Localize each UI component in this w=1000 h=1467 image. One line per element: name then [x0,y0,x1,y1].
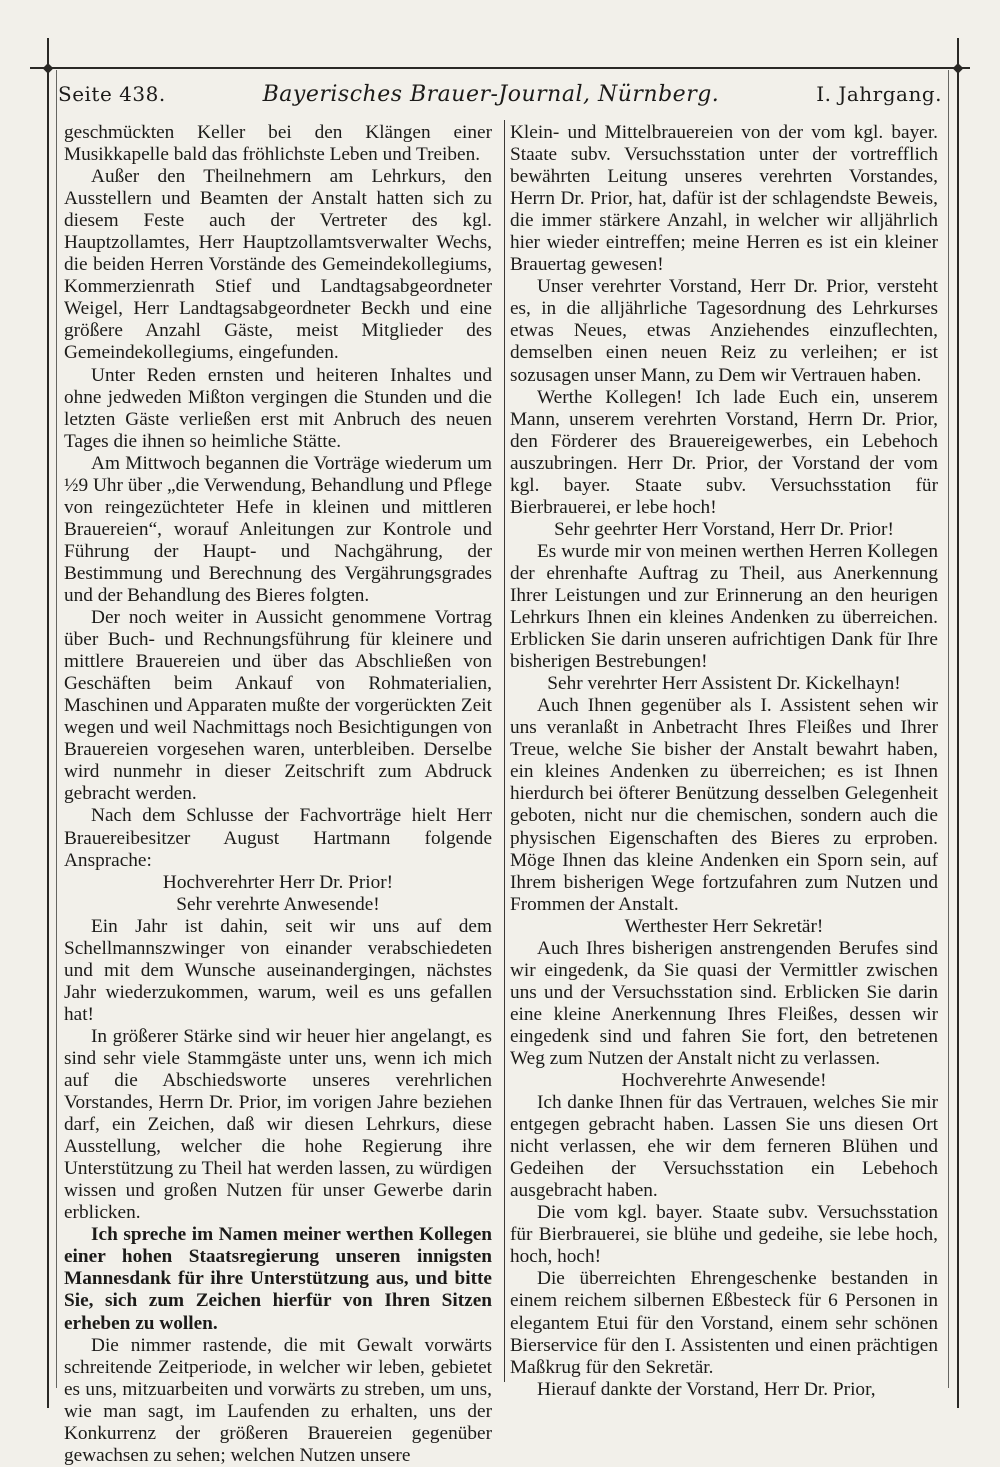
salutation-line: Hochverehrte Anwesende! [621,1070,827,1092]
paragraph: Auch Ihnen gegenüber als I. Assistent sehen wir uns veranlaßt in Anbetracht Ihres Fleißes und Ihrer Treue, welche Sie bisher der Anstalt bewahrt haben, ein kleines Andenken zu überreichen; es ist Ihnen hierdurch bei öfterer Benützung desselben Gelegenheit geboten, nicht nur die chemischen, sondern auch die physischen Eigenschaften des Bieres zu erproben. Möge Ihnen das kleine Andenken ein Sporn sein, auf Ihrem bisherigen Wege fortzufahren zum Nutzen und Frommen der Anstalt. [510,695,938,915]
paragraph: Es wurde mir von meinen werthen Herren Kollegen der ehrenhafte Auftrag zu Theil, aus Anerkennung Ihrer Leistungen und zur Erinnerung an den heurigen Lehrkurs Ihnen ein kleines Andenken zu überreichen. Erblicken Sie darin unseren aufrichtigen Dank für Ihre bisherigen Bestrebungen! [510,540,938,673]
frame-left-rule [47,38,49,1408]
salutation-line: Werthester Herr Sekretär! [624,915,824,937]
right-column [510,122,938,1401]
salutation-line: Sehr verehrter Herr Assistent Dr. Kickelhayn! [547,673,901,695]
paragraph: Am Mittwoch begannen die Vorträge wiederum um ½9 Uhr über „die Verwendung, Behandlung und Pflege von reingezüchteter Hefe in kleinen und mittleren Brauereien“, worauf Anleitungen zur Kontrole und Führung der Haupt- und Nachgährung, der Bestimmung und Berechnung des Vergährungsgrades und der Behandlung des Bieres folgten. [64,452,492,606]
paragraph: Die überreichten Ehrengeschenke bestanden in einem reichem silbernen Eßbesteck für 6 Personen in elegantem Etui für den Vorstand, einem sehr schönen Bierservice für den I. Assistenten und einen prächtigen Maßkrug für den Sekretär. [510,1268,938,1378]
paragraph: In größerer Stärke sind wir heuer hier angelangt, es sind sehr viele Stammgäste unter uns, wenn ich mich auf die Abschiedsworte unseres verehrlichen Vorstandes, Herrn Dr. Prior, im vorigen Jahre beziehen darf, ein Zeichen, daß wir diesen Lehrkurs, diese Ausstellung, welcher die hohe Regierung ihre Unterstützung zu Theil hat werden lassen, zu würdigen wissen und großen Nutzen für unser Gewerbe darin erblicken. [64,1025,492,1224]
frame-top-rule [30,67,970,69]
column-divider [504,120,505,1382]
salutation-line: Hochverehrter Herr Dr. Prior! [162,871,394,893]
paragraph: Außer den Theilnehmern am Lehrkurs, den Ausstellern und Beamten der Anstalt hatten sich zu diesem Feste auch der Vertreter des kgl. Hauptzollamtes, Herr Hauptzollamtsverwalter Wechs, die beiden Herren Vorstände des Gemeindekollegiums, Kommerzienrath Stief und Landtagsabgeordneter Weigel, Herr Landtagsabgeordneter Beckh und eine größere Anzahl Gäste, meist Mitglieder des Gemeindekollegiums, eingefunden. [64,166,492,364]
paragraph: Auch Ihres bisherigen anstrengenden Berufes sind wir eingedenk, da Sie quasi der Vermittler zwischen uns und der Versuchsstation sind. Erblicken Sie darin eine kleine Anerkennung Ihres Fleißes, dessen wir eingedenk sind und fahren Sie fort, den betretenen Weg zum Nutzen der Anstalt nicht zu verlassen. [510,937,938,1069]
paragraph: Ein Jahr ist dahin, seit wir uns auf dem Schellmannszwinger von einander verabschiedeten und mit dem Wunsche auseinandergingen, nächstes Jahr wiederzukommen, warum, weil es uns gefallen hat! [64,915,492,1025]
paragraph: Klein- und Mittelbrauereien von der vom kgl. bayer. Staate subv. Versuchsstation unter der vortrefflich bewährten Leitung unseres verehrten Vorstandes, Herrn Dr. Prior, hat, dafür ist der schlagendste Beweis, die immer stärkere Anzahl, in welcher wir alljährlich hier wieder eintreffen; meine Herren es ist ein kleiner Brauertag gewesen! [510,122,938,276]
volume-label: I. Jahrgang. [816,82,942,106]
paragraph: geschmückten Keller bei den Klängen einer Musikkapelle bald das fröhlichste Leben und Treiben. [64,122,492,166]
paragraph: Hierauf dankte der Vorstand, Herr Dr. Prior, [537,1378,876,1400]
left-column [64,122,492,1467]
paragraph: Unser verehrter Vorstand, Herr Dr. Prior, versteht es, in die alljährliche Tagesordnung des Lehrkurses etwas Neues, etwas Anziehendes einzuflechten, demselben einen neuen Reiz zu verleihen; er ist sozusagen unser Mann, zu Dem wir Vertrauen haben. [510,276,938,386]
corner-ornament-icon: ◆ [952,60,964,76]
frame-right-rule [957,38,959,1408]
frame-inner-right-rule [948,70,949,1388]
paragraph: Nach dem Schlusse der Fachvorträge hielt Herr Brauereibesitzer August Hartmann folgende Ansprache: [64,805,492,871]
salutation-line: Sehr geehrter Herr Vorstand, Herr Dr. Prior! [554,518,894,540]
paragraph: Die nimmer rastende, die mit Gewalt vorwärts schreitende Zeitperiode, in welcher wir leben, gebietet es uns, mitzuarbeiten und vorwärts zu streben, um uns, wie man sagt, im Laufenden zu erhalten, uns der Konkurrenz der größeren Brauereien gegenüber gewachsen zu sehen; welchen Nutzen unsere [64,1334,492,1466]
journal-title: Bayerisches Brauer-Journal, Nürnberg. [262,81,720,107]
paragraph: Unter Reden ernsten und heiteren Inhaltes und ohne jedweden Mißton vergingen die Stunden und die letzten Gäste verließen erst mit Anbruch des neuen Tages die ihnen so heimliche Stätte. [64,364,492,452]
paragraph: Ich spreche im Namen meiner werthen Kollegen einer hohen Staatsregierung unseren innigsten Mannesdank für ihre Unterstützung aus, und bitte Sie, sich zum Zeichen hierfür von Ihren Sitzen erheben zu wollen. [64,1224,492,1334]
paragraph: Der noch weiter in Aussicht genommene Vortrag über Buch- und Rechnungsführung für kleinere und mittlere Brauereien und über das Abschließen von Geschäften beim Ankauf von Rohmaterialien, Maschinen und Apparaten mußte der vorgerückten Zeit wegen und weil Nachmittags noch Besichtigungen von Brauereien vorgesehen waren, unterbleiben. Derselbe wird nunmehr in dieser Zeitschrift zum Abdruck gebracht werden. [64,607,492,805]
paragraph: Ich danke Ihnen für das Vertrauen, welches Sie mir entgegen gebracht haben. Lassen Sie uns diesen Ort nicht verlassen, ehe wir dem ferneren Blühen und Gedeihen der Versuchsstation ein Lebehoch ausgebracht haben. [510,1092,938,1202]
running-header [58,78,942,110]
salutation-line: Sehr verehrte Anwesende! [176,893,380,915]
paragraph: Die vom kgl. bayer. Staate subv. Versuchsstation für Bierbrauerei, sie blühe und gedeihe, sie lebe hoch, hoch, hoch! [510,1202,938,1268]
frame-inner-left-rule [56,70,57,1388]
corner-ornament-icon: ◆ [42,60,54,76]
paragraph: Werthe Kollegen! Ich lade Euch ein, unserem Mann, unserem verehrten Vorstand, Herrn Dr. Prior, den Förderer des Brauereigewerbes, ein Lebehoch auszubringen. Herr Dr. Prior, der Vorstand der vom kgl. bayer. Staate subv. Versuchsstation für Bierbrauerei, er lebe hoch! [510,386,938,518]
page-number: Seite 438. [58,82,166,106]
